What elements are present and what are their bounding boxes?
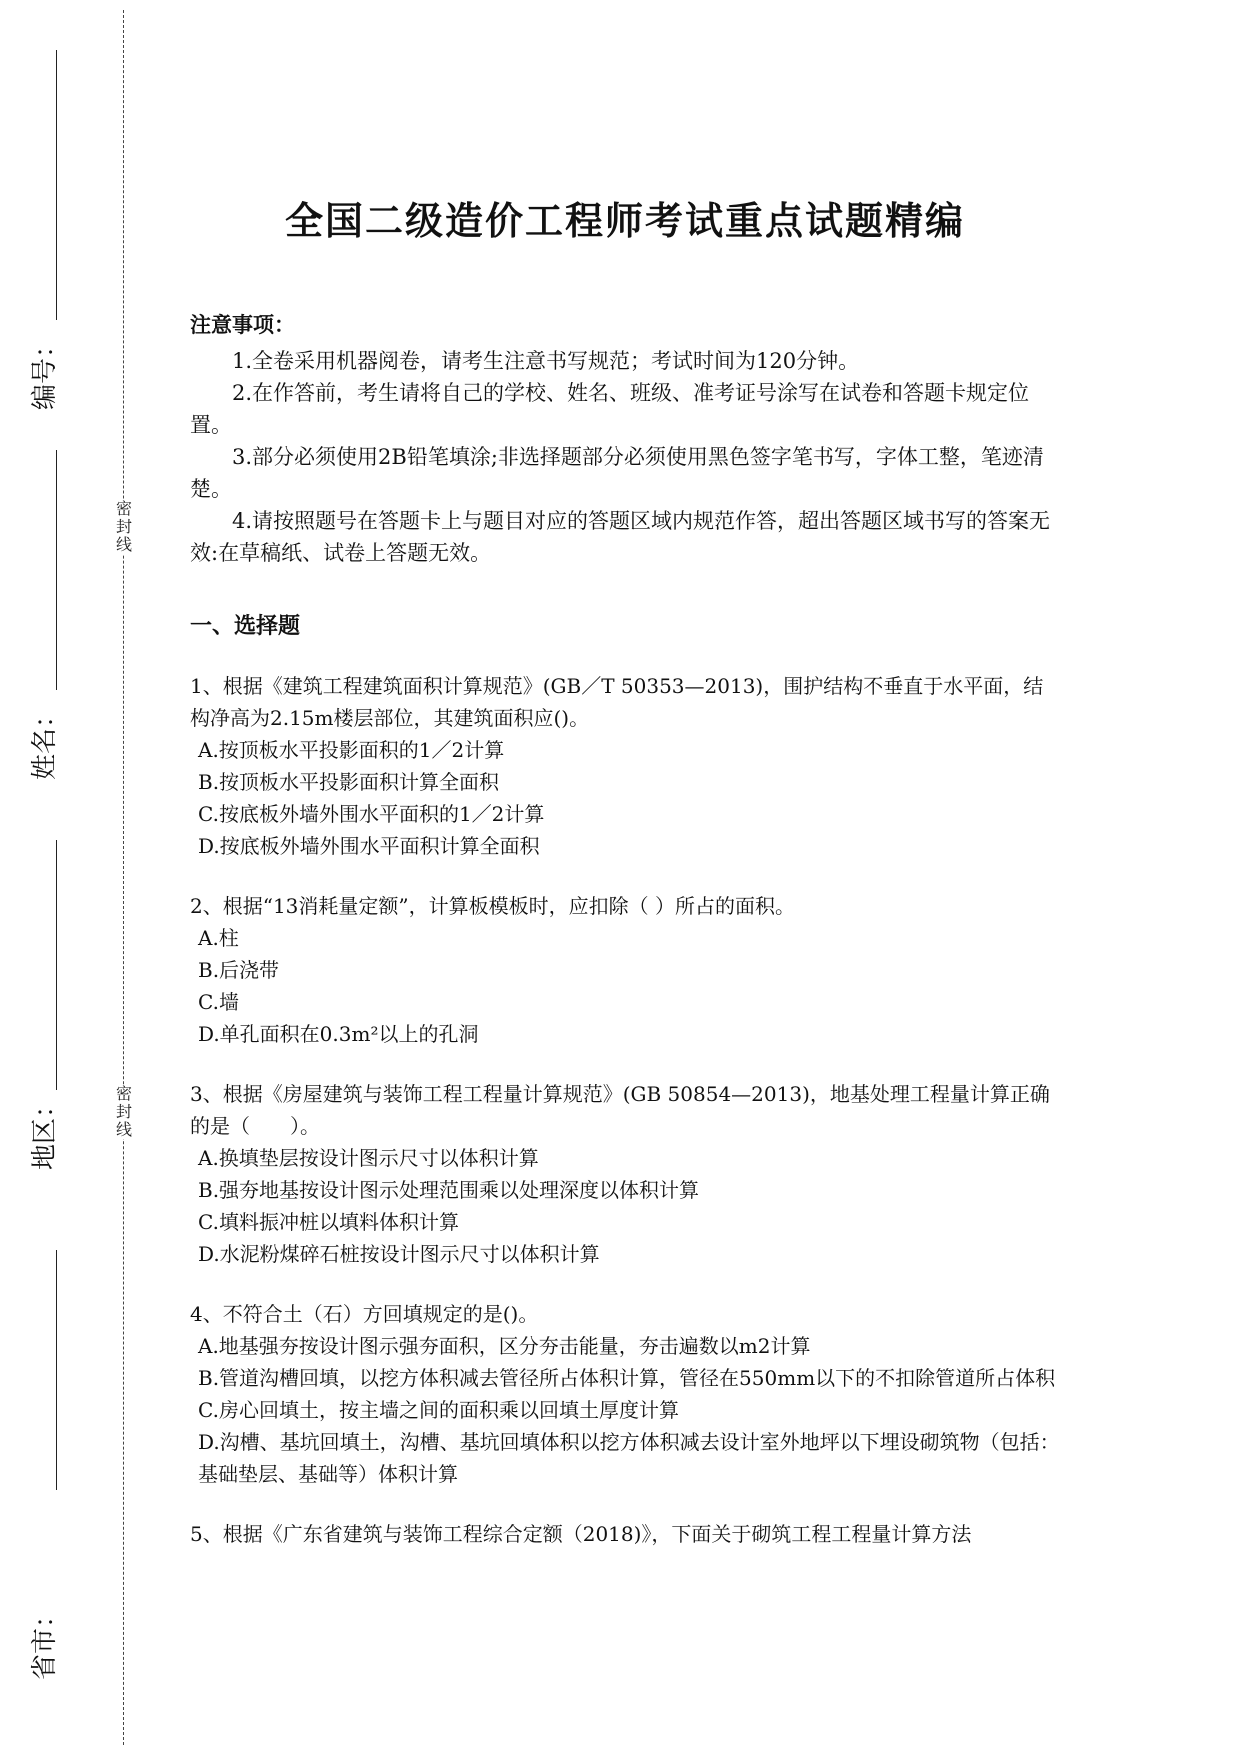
- option-b[interactable]: B.强夯地基按设计图示处理范围乘以处理深度以体积计算: [198, 1178, 700, 1202]
- notice-heading: 注意事项：: [190, 312, 295, 337]
- field-name-label: 姓名：: [30, 701, 60, 780]
- question-stem: 4、不符合土（石）方回填规定的是()。: [190, 1302, 539, 1326]
- option-a[interactable]: A.换填垫层按设计图示尺寸以体积计算: [198, 1146, 539, 1170]
- option-c[interactable]: C.填料振冲桩以填料体积计算: [198, 1210, 459, 1234]
- seal-text-upper: 密封线: [112, 500, 136, 554]
- field-province[interactable]: [0, 1240, 80, 1710]
- question-stem: 5、根据《广东省建筑与装饰工程综合定额（2018)》，下面关于砌筑工程工程量计算方法: [190, 1522, 972, 1546]
- question-1: [190, 670, 1060, 862]
- question-stem: 3、根据《房屋建筑与装饰工程工程量计算规范》(GB 50854—2013)，地基处理工程量计算正确的是（ ）。: [190, 1082, 1050, 1138]
- field-region-line: [56, 840, 57, 1090]
- option-c[interactable]: C.房心回填土，按主墙之间的面积乘以回填土厚度计算: [198, 1398, 679, 1422]
- field-region[interactable]: [0, 830, 80, 1170]
- section-title: 一、选择题: [190, 613, 301, 639]
- question-5: [190, 1518, 1060, 1550]
- option-b[interactable]: B.按顶板水平投影面积计算全面积: [198, 770, 500, 794]
- option-c[interactable]: C.按底板外墙外围水平面积的1／2计算: [198, 802, 545, 826]
- field-region-label: 地区：: [30, 1091, 60, 1170]
- notice-item: 2.在作答前，考生请将自己的学校、姓名、班级、准考证号涂写在试卷和答题卡规定位置。: [190, 381, 1030, 437]
- field-province-label: 省市：: [30, 1601, 60, 1680]
- page-title: 全国二级造价工程师考试重点试题精编: [284, 198, 965, 243]
- field-number-label: 编号：: [30, 331, 60, 410]
- question-4: [190, 1298, 1060, 1490]
- field-province-line: [56, 1250, 57, 1490]
- seal-text-lower: 密封线: [112, 1085, 136, 1139]
- question-stem: 2、根据“13消耗量定额”，计算板模板时，应扣除（ ）所占的面积。: [190, 894, 795, 918]
- exam-content: [190, 190, 1060, 1578]
- option-c[interactable]: C.墙: [198, 990, 239, 1014]
- option-b[interactable]: B.管道沟槽回填，以挖方体积减去管径所占体积计算，管径在550mm以下的不扣除管道所占体积: [198, 1366, 1056, 1390]
- option-b[interactable]: B.后浇带: [198, 958, 280, 982]
- question-stem: 1、根据《建筑工程建筑面积计算规范》(GB／T 50353—2013)，围护结构不垂直于水平面，结构净高为2.15m楼层部位，其建筑面积应()。: [190, 674, 1044, 730]
- notice-block: [190, 309, 1060, 569]
- option-a[interactable]: A.按顶板水平投影面积的1／2计算: [198, 738, 505, 762]
- field-name[interactable]: [0, 440, 80, 780]
- binding-margin: [0, 0, 135, 1753]
- option-d[interactable]: D.单孔面积在0.3m²以上的孔洞: [198, 1022, 479, 1046]
- option-d[interactable]: D.沟槽、基坑回填土，沟槽、基坑回填体积以挖方体积减去设计室外地坪以下埋设砌筑物（包括：基础垫层、基础等）体积计算: [198, 1430, 1060, 1486]
- field-number[interactable]: [0, 40, 80, 410]
- notice-item: 1.全卷采用机器阅卷，请考生注意书写规范；考试时间为120分钟。: [232, 349, 860, 373]
- question-3: [190, 1078, 1060, 1270]
- notice-item: 4.请按照题号在答题卡上与题目对应的答题区域内规范作答，超出答题区域书写的答案无效:在草稿纸、试卷上答题无效。: [190, 509, 1051, 565]
- option-a[interactable]: A.地基强夯按设计图示强夯面积，区分夯击能量，夯击遍数以m2计算: [198, 1334, 811, 1358]
- notice-item: 3.部分必须使用2B铅笔填涂;非选择题部分必须使用黑色签字笔书写，字体工整，笔迹清楚。: [190, 445, 1044, 501]
- option-a[interactable]: A.柱: [198, 926, 239, 950]
- option-d[interactable]: D.水泥粉煤碎石桩按设计图示尺寸以体积计算: [198, 1242, 600, 1266]
- question-2: [190, 890, 1060, 1050]
- option-d[interactable]: D.按底板外墙外围水平面积计算全面积: [198, 834, 540, 858]
- field-name-line: [56, 450, 57, 690]
- seal-line: [123, 10, 124, 1745]
- field-number-line: [56, 50, 57, 320]
